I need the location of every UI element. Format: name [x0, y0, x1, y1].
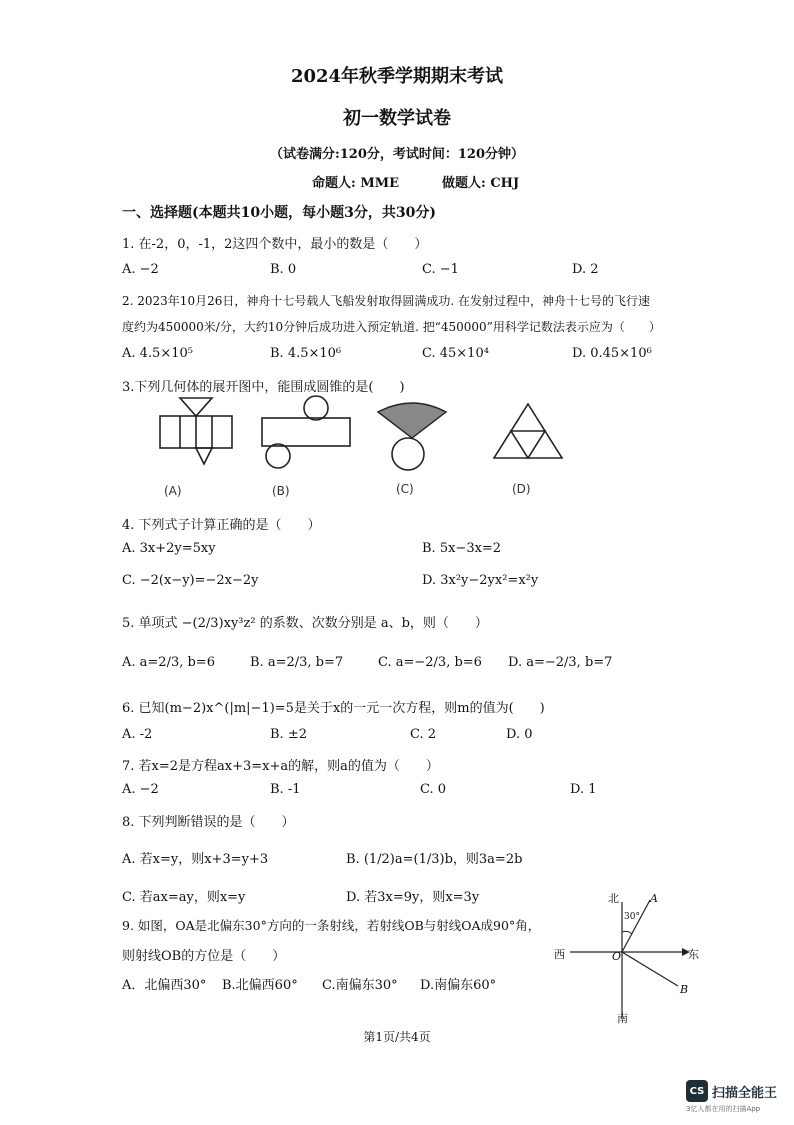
figure-c-cone-net [372, 392, 452, 474]
question-4-stem: 4. 下列式子计算正确的是（ ） [122, 518, 321, 533]
figure-a-caption: (A) [164, 484, 182, 498]
q6-option-d: D. 0 [506, 727, 533, 742]
question-7-stem: 7. 若x=2是方程ax+3=x+a的解，则a的值为（ ） [122, 759, 439, 774]
camscanner-logo-icon: CS [686, 1080, 708, 1102]
setter-label: 命题人: MME [312, 176, 400, 191]
figure-b-caption: (B) [272, 484, 290, 498]
figure-b-cylinder-net [258, 394, 358, 470]
scanner-watermark [686, 1080, 777, 1102]
q2-option-d: D. 0.45×10⁶ [572, 346, 652, 361]
solver-label: 做题人: CHJ [442, 176, 520, 191]
q8-option-c: C. 若ax=ay，则x=y [122, 890, 246, 905]
ray-a-label: A [650, 892, 658, 905]
q9-option-b: B.北偏西60° [222, 978, 298, 993]
q4-option-c: C. −2(x−y)=−2x−2y [122, 573, 259, 588]
q9-option-d: D.南偏东60° [420, 978, 497, 993]
q7-option-c: C. 0 [420, 782, 447, 797]
figure-d-tetrahedron-net [492, 402, 564, 462]
section-heading: 一、选择题(本题共10小题，每小题3分，共30分) [122, 205, 436, 221]
q1-option-b: B. 0 [270, 262, 297, 277]
question-6-stem: 6. 已知(m−2)x^(|m|−1)=5是关于x的一元一次方程，则m的值为( ) [122, 701, 545, 716]
q6-option-c: C. 2 [410, 727, 437, 742]
q1-option-c: C. −1 [422, 262, 459, 277]
q1-option-d: D. 2 [572, 262, 599, 277]
q5-option-b: B. a=2/3, b=7 [250, 655, 344, 670]
exam-info: （试卷满分:120分，考试时间：120分钟） [269, 147, 525, 162]
q2-option-a: A. 4.5×10⁵ [122, 346, 193, 361]
q8-option-d: D. 若3x=9y，则x=3y [346, 890, 480, 905]
q7-option-a: A. −2 [122, 782, 159, 797]
exam-title: 2024年秋季学期期末考试 [290, 66, 504, 87]
q4-option-d: D. 3x²y−2yx²=x²y [422, 573, 539, 588]
q8-option-b: B. (1/2)a=(1/3)b，则3a=2b [346, 852, 523, 867]
q2-option-c: C. 45×10⁴ [422, 346, 489, 361]
q5-option-c: C. a=−2/3, b=6 [378, 655, 482, 670]
compass-origin-label: O [612, 950, 622, 963]
question-9-stem-line2: 则射线OB的方位是（ ） [122, 949, 286, 964]
figure-d-caption: (D) [512, 482, 531, 496]
q6-option-b: B. ±2 [270, 727, 307, 742]
angle-label: 30° [624, 912, 640, 922]
q4-option-a: A. 3x+2y=5xy [122, 541, 216, 556]
compass-west-label: 西 [554, 948, 565, 961]
question-1-stem: 1. 在-2，0，-1，2这四个数中，最小的数是（ ） [122, 237, 428, 252]
figure-c-caption: (C) [396, 482, 414, 496]
question-2-stem-line2: 度约为450000米/分，大约10分钟后成功进入预定轨道. 把“450000”用科学记数法表示应为（ ） [122, 320, 661, 334]
q4-option-b: B. 5x−3x=2 [422, 541, 502, 556]
q9-option-c: C.南偏东30° [322, 978, 398, 993]
ray-b-label: B [680, 983, 689, 996]
q7-option-d: D. 1 [570, 782, 597, 797]
question-2-stem-line1: 2. 2023年10月26日，神舟十七号载人飞船发射取得圆满成功. 在发射过程中，神舟十七号的飞行速 [122, 294, 650, 308]
q5-option-d: D. a=−2/3, b=7 [508, 655, 613, 670]
watermark-app-name: 扫描全能王 [712, 1085, 778, 1101]
question-5-stem: 5. 单项式 −(2/3)xy³z² 的系数、次数分别是 a、b，则（ ） [122, 616, 488, 631]
page-number: 第1页/共4页 [363, 1030, 431, 1044]
watermark-tagline: 3亿人都在用的扫描App [686, 1105, 761, 1113]
question-8-stem: 8. 下列判断错误的是（ ） [122, 815, 295, 830]
figure-a-prism-net [156, 396, 236, 476]
exam-subtitle: 初一数学试卷 [343, 108, 451, 129]
q6-option-a: A. -2 [122, 727, 153, 742]
q1-option-a: A. −2 [122, 262, 159, 277]
q2-option-b: B. 4.5×10⁶ [270, 346, 342, 361]
compass-south-label: 南 [617, 1012, 628, 1025]
question-9-stem-line1: 9. 如图，OA是北偏东30°方向的一条射线，若射线OB与射线OA成90°角， [122, 918, 541, 933]
q7-option-b: B. -1 [270, 782, 301, 797]
compass-diagram [550, 888, 710, 1028]
q5-option-a: A. a=2/3, b=6 [122, 655, 215, 670]
q8-option-a: A. 若x=y，则x+3=y+3 [122, 852, 269, 867]
compass-north-label: 北 [608, 892, 619, 905]
question-3-stem: 3.下列几何体的展开图中，能围成圆锥的是( ) [122, 380, 405, 395]
compass-east-label: 东 [688, 948, 699, 961]
q9-option-a: A．北偏西30° [122, 978, 207, 993]
